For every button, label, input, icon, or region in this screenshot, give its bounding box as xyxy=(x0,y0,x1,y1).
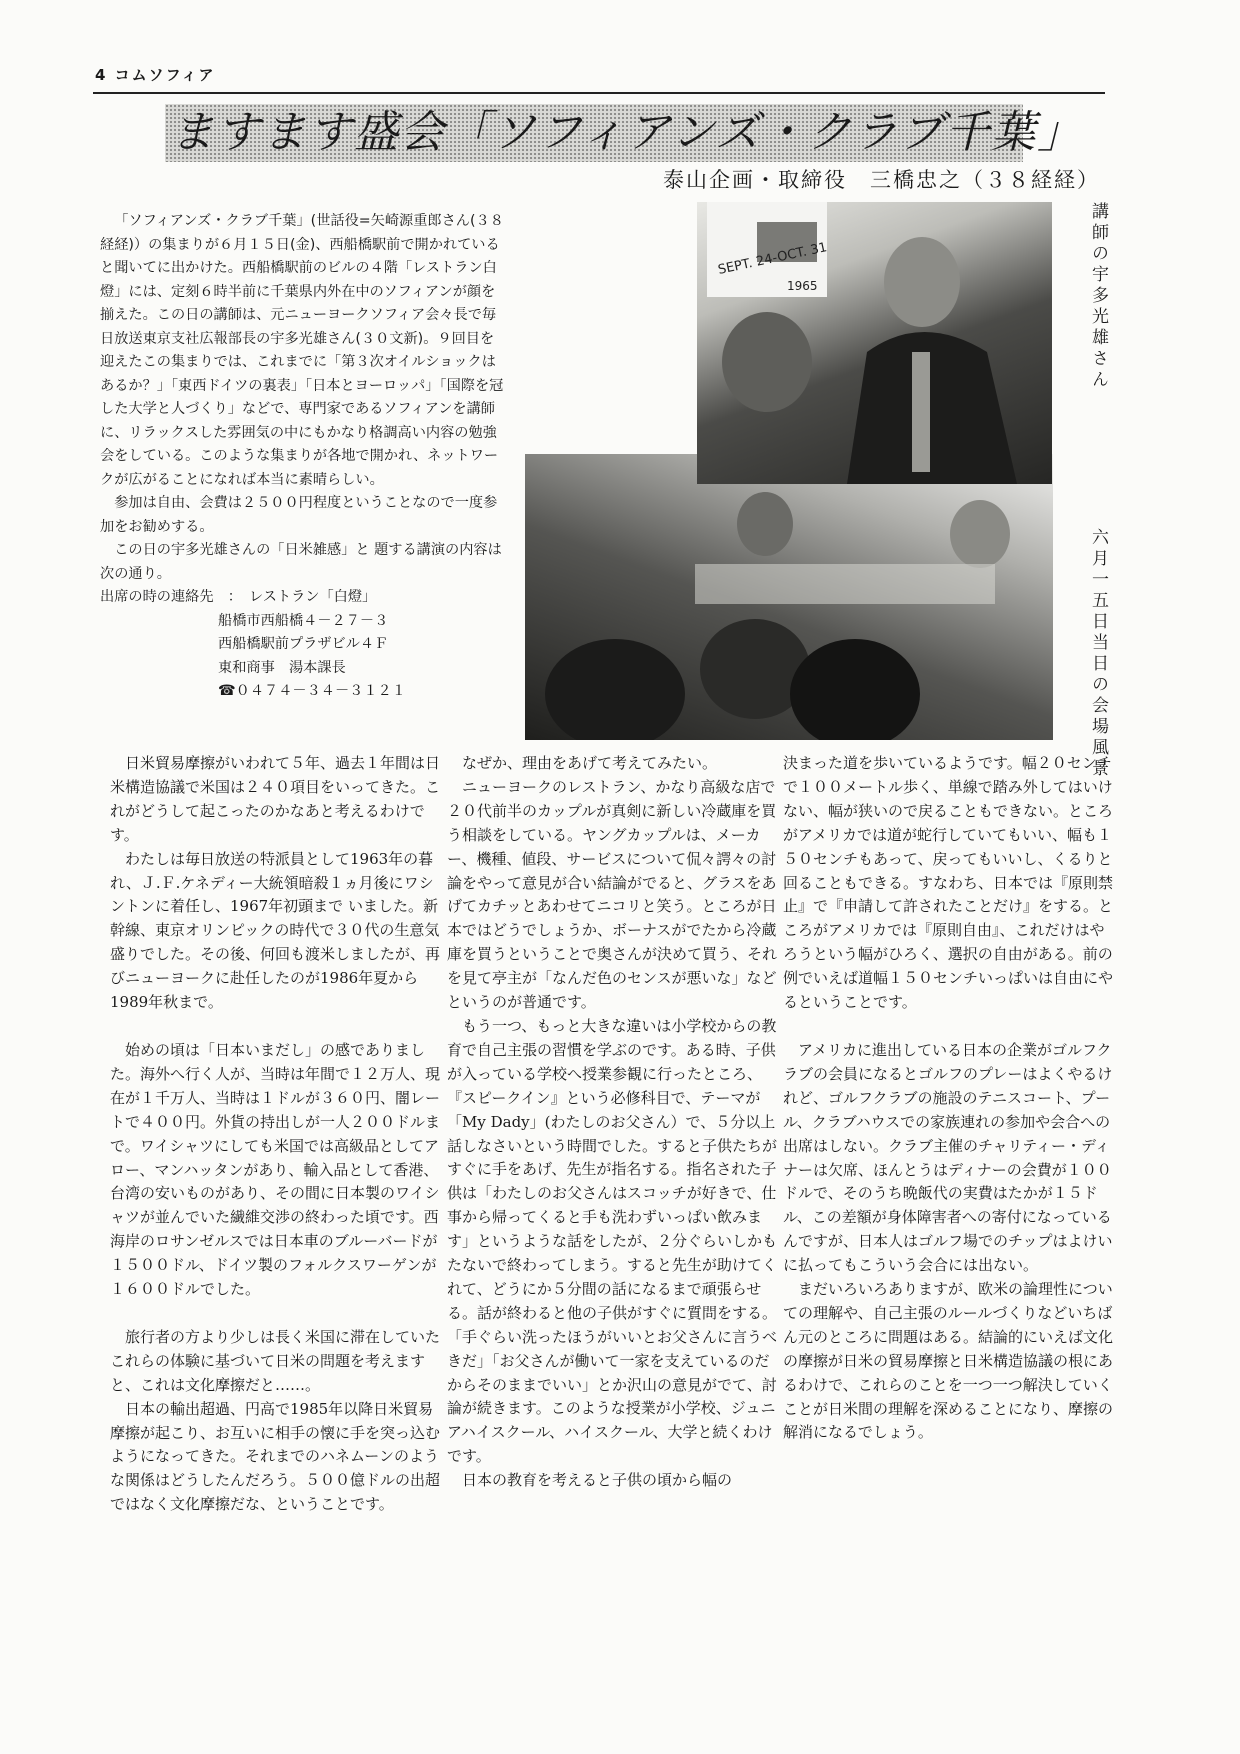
contact-label: 出席の時の連絡先 ： レストラン「白燈」 xyxy=(100,589,377,605)
lecturer-photo-shapes xyxy=(697,202,1052,484)
body-paragraph: 決まった道を歩いているようです。幅２０センチで１００メートル歩く、単線で踏み外してはいけない、幅が狭いので戻ることもできない。ところがアメリカでは道が蛇行していてもいい、幅も１５０センチもあって、戻ってもいいし、くるりと回ることもできる。すなわち、日本では『原則禁止』で『申請して許されたことだけ』をする。ところがアメリカでは『原則自由』、これだけはやろうという幅がひろく、選択の自由がある。前の例でいえば道幅１５０センチいっぱいは自由にやるということです。 xyxy=(783,754,1114,1012)
contact-line: ☎０４７４－３４－３１２１ xyxy=(218,683,406,699)
column-3 xyxy=(783,752,1113,1445)
body-paragraph: わたしは毎日放送の特派員として1963年の暮れ、Ｊ.Ｆ.ケネディー大統領暗殺１ヵ月後にワシントンに着任し、1967年初頭まで いました。新幹線、東京オリンピックの時代で３０代の生意気盛りでした。その後、何回も渡米しましたが、再びニューヨークに赴任したのが1986年夏から1989年秋まで。 xyxy=(110,849,441,1012)
body-paragraph: 日本の教育を考えると子供の頃から幅の xyxy=(462,1471,733,1490)
paragraph-gap xyxy=(110,1302,440,1326)
header-rule xyxy=(93,92,1105,94)
contact-line: 東和商事 湯本課長 xyxy=(218,659,346,676)
intro-paragraph: 「ソフィアンズ・クラブ千葉」(世話役=矢崎源重郎さん(３８経経)）の集まりが６月１５日(金)、西船橋駅前で開かれていると聞いてに出かけた。西船橋駅前のビルの４階「レストラン白燈」には、定刻６時半前に千葉県内外在中のソフィアンが顔を揃えた。この日の講師は、元ニューヨークソフィア会々長で毎日放送東京支社広報部長の宇多光雄さん(３０文新)。９回目を迎えたこの集まりでは、これまでに「第３次オイルショックはあるか？」「東西ドイツの裏表」「日本とヨーロッパ」「国際を冠した大学と人づくり」などで、専門家であるソフィアンを講師に、リラックスした雰囲気の中にもかなり格調高い内容の勉強会をしている。このような集まりが各地で開かれ、ネットワークが広がることになれば本当に素晴らしい。 xyxy=(100,213,504,488)
article-title: ますます盛会「ソフィアンズ・クラブ千葉」 xyxy=(170,107,1084,158)
lecturer-photo xyxy=(697,202,1052,484)
column-2 xyxy=(447,752,777,1493)
body-paragraph: なぜか、理由をあげて考えてみたい。 xyxy=(462,754,718,772)
contact-line: 西船橋駅前プラザビル４Ｆ xyxy=(218,636,389,652)
body-paragraph: ニューヨークのレストラン、かなり高級な店で２０代前半のカップルが真剣に新しい冷蔵庫を買う相談をしている。ヤングカップルは、メーカー、機種、値段、サービスについて侃々諤々の討論をやって意見が合い結論がでると、グラスをあげてカチッとあわせてニコリと笑う。ところが日本ではどうでしょうか、ボーナスがでたから冷蔵庫を買うということで奥さんが決めて買う、それを見て亭主が「なんだ色のセンスが悪いな」などというのが普通です。 xyxy=(447,777,778,1012)
column-1 xyxy=(110,752,440,1517)
venue-photo-caption: 六月一五日当日の会場風景 xyxy=(1088,528,1108,780)
body-paragraph: 始めの頃は「日本いまだし」の感でありました。海外へ行く人が、当時は年間で１２万人、現在が１千万人、当時は１ドルが３６０円、闇レートで４００円。外貨の持出しが一人２００ドルまで。ワイシャツにしても米国では高級品としてアロー、マンハッタンがあり、輸入品として香港、台湾の安いものがあり、その間に日本製のワイシャツが並んでいた繊維交渉の終わった頃です。西海岸のロサンゼルスでは日本車のブルーバードが１５００ドル、ドイツ製のフォルクスワーゲンが１６００ドルでした。 xyxy=(110,1040,441,1299)
venue-photo xyxy=(525,454,1053,740)
body-paragraph: 日本の輸出超過、円高で1985年以降日米貿易摩擦が起こり、お互いに相手の懐に手を突っ込むようになってきた。それまでのハネムーンのような関係はどうしたんだろう。５００億ドルの出超ではなく文化摩擦だな、ということです。 xyxy=(110,1399,441,1514)
body-paragraph: アメリカに進出している日本の企業がゴルフクラブの会員になるとゴルフのプレーはよくやるけれど、ゴルフクラブの施設のテニスコート、プール、クラブハウスでの家族連れの参加や会合への出席はしない。クラブ主催のチャリティー・ディナーは欠席、ほんとうはディナーの会費が１００ドルで、そのうち晩飯代の実費はたかが１５ドル、この差額が身体障害者への寄付になっているんですが、日本人はゴルフ場でのチップはよけいに払ってもこういう会合には出ない。 xyxy=(783,1040,1113,1275)
intro-block xyxy=(100,210,504,704)
svg-text:1965: 1965 xyxy=(787,279,818,293)
lecturer-photo-caption: 講師の宇多光雄さん xyxy=(1088,202,1108,391)
page-header-label: 4 コムソフィア xyxy=(95,66,216,84)
paragraph-gap xyxy=(110,1015,440,1039)
paragraph-gap xyxy=(783,1015,1113,1039)
body-paragraph: 日米貿易摩擦がいわれて５年、過去１年間は日米構造協議で米国は２４０項目をいってきた。これがどうして起こったのかなあと考えるわけです。 xyxy=(110,754,441,844)
contact-info xyxy=(100,586,504,704)
venue-photo-shapes xyxy=(525,454,1053,740)
intro-paragraph: この日の宇多光雄さんの「日米雑感」と 題する講演の内容は次の通り。 xyxy=(100,542,502,582)
body-paragraph: まだいろいろありますが、欧米の論理性についての理解や、自己主張のルールづくりなどいちばん元のところに問題はある。結論的にいえば文化の摩擦が日米の貿易摩擦と日米構造協議の根にあるわけで、これらのことを一つ一つ解決していくことが日米間の理解を深めることになり、摩擦の解消になるでしょう。 xyxy=(783,1280,1114,1442)
svg-text:SEPT. 24-OCT. 31: SEPT. 24-OCT. 31 xyxy=(716,240,829,278)
intro-paragraph: 参加は自由、会費は２５００円程度ということなので一度参加をお勧めする。 xyxy=(100,495,498,535)
contact-line: 船橋市西船橋４－２７－３ xyxy=(218,612,389,629)
body-paragraph: もう一つ、もっと大きな違いは小学校からの教育で自己主張の習慣を学ぶのです。ある時、子供が入っている学校へ授業参観に行ったところ、『スピークイン』という必修科目で、テーマが「My Dady」(わたしのお父さん）で、５分以上話しなさいという時間でした。すると子供たちがすぐに手をあげ、先生が指名する。指名された子供は「わたしのお父さんはスコッチが好きで、仕事から帰ってくると手も洗わずいっぱい飲みます」というような話をしたが、２分ぐらいしかもたないで終わってしまう。すると先生が助けてくれて、どうにか５分間の話になるまで頑張らせる。話が終わると他の子供がすぐに質問をする。「手ぐらい洗ったほうがいいとお父さんに言うべきだ」「お父さんが働いて一家を支えているのだからそのままでいい」とか沢山の意見がでて、討論が続きます。このような授業が小学校、ジュニアハイスクール、ハイスクール、大学と続くわけです。 xyxy=(447,1016,778,1466)
body-paragraph: 旅行者の方より少しは長く米国に滞在していたこれらの体験に基づいて日米の問題を考えますと、これは文化摩擦だと……。 xyxy=(110,1327,441,1394)
article-byline: 泰山企画・取締役 三橋忠之（３８経経） xyxy=(663,168,1100,192)
